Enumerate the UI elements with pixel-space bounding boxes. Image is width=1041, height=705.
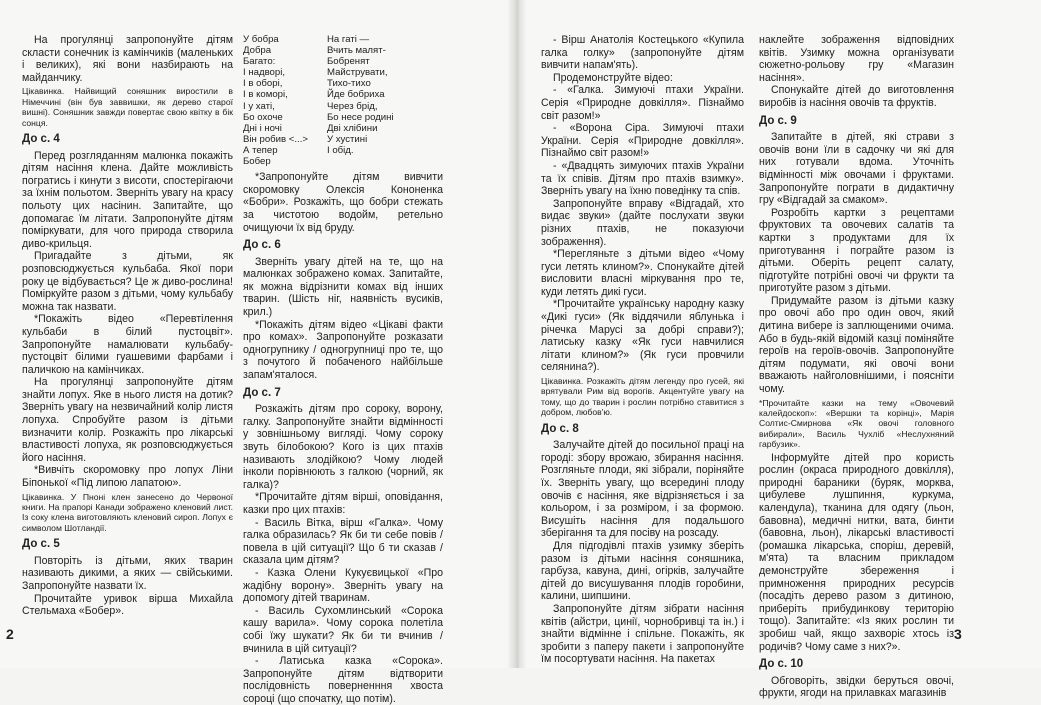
- section-heading: До с. 6: [243, 239, 281, 252]
- poem-line: А тепер: [243, 144, 278, 156]
- paragraph: *Перегляньте з дітьми відео «Чому гуси летять клином?». Спонукайте дітей висловити власні міркування про те, куди летять дикі гуси.: [541, 248, 744, 298]
- paragraph: Запропонуйте дітям зібрати насіння квітів (айстри, цинії, чорнобривці та ін.) і знайти відмінне і спільне. Покажіть, як зробити з паперу пакети і запропонуйте їм посортувати насіння. На пакетах: [541, 602, 744, 666]
- poem-line: На гаті —: [327, 34, 370, 45]
- poem-line: Майструвати,: [327, 67, 388, 79]
- paragraph: Прочитайте уривок вірша Михайла Стельмаха «Бобер».: [22, 592, 233, 618]
- poem-line: Тихо-тихо: [327, 78, 371, 90]
- reading-list-note: *Прочитайте казки на тему «Овочевий калейдоскоп»: «Вершки та корінці», Марія Солтис-Смирнова «Як овочі головного вибирали», Василь Чухліб «Неслухняний гарбузик».: [759, 397, 954, 450]
- paragraph: На прогулянці запропонуйте дітям скласти сонечник із камінчиків (маленьких і великих), які вони назбирають на майданчику.: [22, 34, 233, 84]
- paragraph: - «Двадцять зимуючих птахів України та їх співів. Дітям про птахів взимку». Зверніть увагу на їхню поведінку та спів.: [541, 159, 744, 198]
- paragraph: наклейте зображення відповідних квітів. Узимку можна організувати сюжетно-рольову гру «Магазин насіння».: [759, 34, 954, 84]
- section-heading: До с. 7: [243, 386, 281, 399]
- paragraph: - Василь Сухомлинський «Сорока кашу варила». Чому сорока полетіла собі їжу шукати? Як би ти вчинив / вчинила в цій ситуації?: [243, 604, 443, 655]
- page-number-right: 3: [954, 626, 962, 642]
- poem-line: Він робив <...>: [243, 133, 308, 145]
- paragraph: *Покажіть дітям відео «Цікаві факти про комах». Запропонуйте розказати одногрупнику / одногрупниці про те, що з почутого й побаченого найбільше запам'яталося.: [243, 318, 443, 382]
- paragraph: - «Галка. Зимуючі птахи України. Серія «Природне довкілля». Пізнаймо світ разом!»: [541, 84, 744, 122]
- fun-fact-note: Цікавинка. Розкажіть дітям легенду про гусей, які врятували Рим від ворогів. Акцентуйте увагу на тому, що до тварин і рослин потрібно ставитися з добром, любов'ю.: [541, 376, 744, 418]
- section-heading: До с. 10: [759, 658, 804, 671]
- section-heading: До с. 8: [541, 422, 579, 435]
- column-3: [541, 34, 744, 666]
- poem-line: І в оборі,: [243, 78, 283, 90]
- poem-line: Багато:: [243, 56, 276, 68]
- poem-line: І обід.: [327, 144, 354, 156]
- paragraph: *Запропонуйте дітям вивчити скоромовку Олексія Кононенка «Бобри». Розкажіть, що бобри стежать за чистотою водойм, ретельно очищуючи їх від бруду.: [243, 171, 443, 234]
- section-heading: До с. 5: [22, 538, 60, 551]
- poem-line: Бобренят: [327, 56, 370, 68]
- page-number-left: 2: [6, 626, 14, 642]
- paragraph: Розкажіть дітям про сороку, ворону, галку. Запропонуйте знайти відмінності у зовнішньому вигляді. Чому сороку звуть білобокою? Кого із цих птахів називають злодійкою? Чому людей інколи порівнюють з галкою (чорний, як галка)?: [243, 403, 443, 491]
- poem-line: Йде бобриха: [327, 89, 385, 101]
- fun-fact-note: Цікавинка. У Пноні клен занесено до Червоної книги. На прапорі Канади зображено кленовий лист. Із соку клена виготовляють кленовий сироп. Лопух є символом Шотландії.: [22, 491, 233, 533]
- paragraph: - Вірш Анатолія Костецького «Купила галка голку» (запропонуйте дітям вивчити напам'ять).: [541, 34, 744, 72]
- column-4: [759, 34, 954, 700]
- poem-line: Дві хлібини: [327, 122, 378, 134]
- paragraph: Пригадайте з дітьми, як розповсюджується кульбаба. Якої пори року це відбувається? Це ж диво-рослина! Поміркуйте разом з дітьми, чому кульбабу можна так назвати.: [22, 250, 233, 313]
- paragraph: Залучайте дітей до посильної праці на городі: збору врожаю, збирання насіння. Розгляньте плоди, які зібрали, поріняйте їх. Зверніть увагу, що всередині плоду овочів є насіння, яке відрізняється і за кольором, і за розміром, і за формою. Висушіть насіння для подальшого зберігання та для посіву на розсаду.: [541, 439, 744, 540]
- poem-line: Бобер: [243, 156, 271, 168]
- poem-left-column: [243, 34, 327, 167]
- paragraph: Запитайте в дітей, які страви з овочів вони їли в садочку чи які для них готували вдома. Уточніть відмінності між овочами і фруктами. Запропонуйте пограти в дидактичну гру «Відгадай за смаком».: [759, 131, 954, 207]
- fun-fact-note: Цікавинка. Найвищий соняшник виростили в Німеччині (він був заввишки, як дерево старої вишні). Соняшник завжди повертає свою квітку в бік сонця.: [22, 86, 233, 128]
- paragraph: Обговоріть, звідки беруться овочі, фрукти, ягоди на прилавках магазинів: [759, 674, 954, 700]
- poem-line: Через брід,: [327, 100, 378, 112]
- section-heading: До с. 4: [22, 133, 60, 145]
- paragraph: Запропонуйте вправу «Відгадай, хто видає звуки» (дайте послухати звуки різних птахів, не показуючи зображення).: [541, 197, 744, 248]
- poem-line: Вчить малят-: [327, 45, 386, 57]
- paragraph: Спонукайте дітей до виготовлення виробів із насіння овочів та фруктів.: [759, 84, 954, 109]
- paragraph: Зверніть увагу дітей на те, що на малюнках зображено комах. Запитайте, як можна відрізнити комах від інших тварин. (Шість ніг, наявність вусиків, крил.): [243, 255, 443, 319]
- poem-line: Дні і ночі: [243, 122, 282, 134]
- paragraph: Повторіть із дітьми, яких тварин називають дикими, а яких — свійськими. Запропонуйте назвати їх.: [22, 554, 233, 593]
- poem-line: І у хаті,: [243, 100, 275, 112]
- column-2: [243, 34, 443, 705]
- poem-line: Бо несе родині: [327, 111, 394, 123]
- poem-line: У бобра: [243, 34, 279, 45]
- paragraph: *Прочитайте українську народну казку «Дикі гуси» (Як віддячили яблунька і річечка Марусі за добрі справи?); латиську казку «Як гуси навчилися літати клином?» (Як гуси провчили селянина?).: [541, 298, 744, 374]
- paragraph: Для підгодівлі птахів узимку зберіть разом із дітьми насіння соняшника, гарбуза, кавуна, дині, огірків, залучайте дітей до висушування плодів горобини, калини, шипшини.: [541, 540, 744, 603]
- paragraph: *Вивчіть скоромовку про лопух Ліни Біпонької «Під липою лапатою».: [22, 464, 233, 490]
- poem-line: Добра: [243, 45, 272, 57]
- paragraph: *Прочитайте дітям вірші, оповідання, казки про цих птахів:: [243, 491, 443, 516]
- poem: [243, 34, 443, 167]
- paragraph: Придумайте разом із дітьми казку про овочі або про один овоч, який дитина вибере із заплющеними очима. Або в будь-якій відомій казці поміняйте героїв на героїв-овочів. Запропонуйте дітям подумати, які овочі вони вважають найголовнішими, і поясніти чому.: [759, 294, 954, 396]
- poem-line: У хустині: [327, 133, 368, 145]
- paragraph: Перед розгляданням малюнка покажіть дітям насіння клена. Дайте можливість погратись і кинути з висоти, спостерігаючи за їхнім польотом. Зверніть увагу на красу польоту цих насінин. Запитайте, що допомагає їм літати. Запропонуйте дітям поміркувати, для чого природа створила диво-крильця.: [22, 149, 233, 250]
- book-gutter: [508, 0, 526, 668]
- section-heading: До с. 9: [759, 114, 797, 127]
- poem-line: Бо охоче: [243, 111, 283, 123]
- poem-right-column: [327, 34, 435, 167]
- paragraph: Інформуйте дітей про користь рослин (окраса природного довкілля), природні бараники (буряк, морква, цибулеве лушпиння, куркума, календула), тканина для одягу (льон, бавовна), медичні нитки, вата, бинти (бавовна, льон), лікарські властивості (ромашка лікарська, споріш, деревій, м'ята) та власним прикладом демонструйте збереження і примноження природних ресурсів (посадіть дерево разом з дитиною, приберіть прибудинкову територію тощо). Запитайте: «Із яких рослин ти зробиш чай, якщо захворіє хтось із родичів? Чому саме з них?».: [759, 451, 954, 653]
- paragraph: - Василь Вітка, вірш «Галка». Чому галка образилась? Як би ти себе повів / повела в цій ситуації? Що б ти сказав / сказала цим дітям?: [243, 516, 443, 567]
- poem-line: І в коморі,: [243, 89, 288, 101]
- poem-line: І надворі,: [243, 67, 286, 79]
- paragraph: На прогулянці запропонуйте дітям знайти лопух. Яке в нього листя на дотик? Зверніть увагу на незвичайний колір листя лопуха. Спробуйте разом із дітьми визначити колір. Розкажіть про лікарські властивості лопуха, як розповсюджується його насіння.: [22, 376, 233, 464]
- paragraph: *Покажіть відео «Перевтілення кульбаби в білий пустоцвіт». Запропонуйте намалювати кульбабу-пустоцвіт білими гуашевими фарбами і паличкою на камінчиках.: [22, 313, 233, 376]
- paragraph: Розробіть картки з рецептами фруктових та овочевих салатів та картки з продуктами для їх приготування і пограйте разом із дітьми. Оберіть рецепт салату, підготуйте потрібні овочі чи фрукти та приготуйте разом з дітьми.: [759, 206, 954, 295]
- paragraph: - Казка Олени Кукуєвицької «Про жадібну ворону». Зверніть увагу на допомогу дітей тваринам.: [243, 566, 443, 605]
- paragraph: - «Ворона Сіра. Зимуючі птахи України. Серія «Природне довкілля». Пізнаймо світ разом!»: [541, 122, 744, 160]
- paragraph: - Латиська казка «Сорока». Запропонуйте дітям відтворити послідовність поверненння хвоста сороці (що спочатку, що потім).: [243, 655, 443, 705]
- column-1: [22, 34, 233, 618]
- paragraph: Продемонструйте відео:: [553, 71, 673, 84]
